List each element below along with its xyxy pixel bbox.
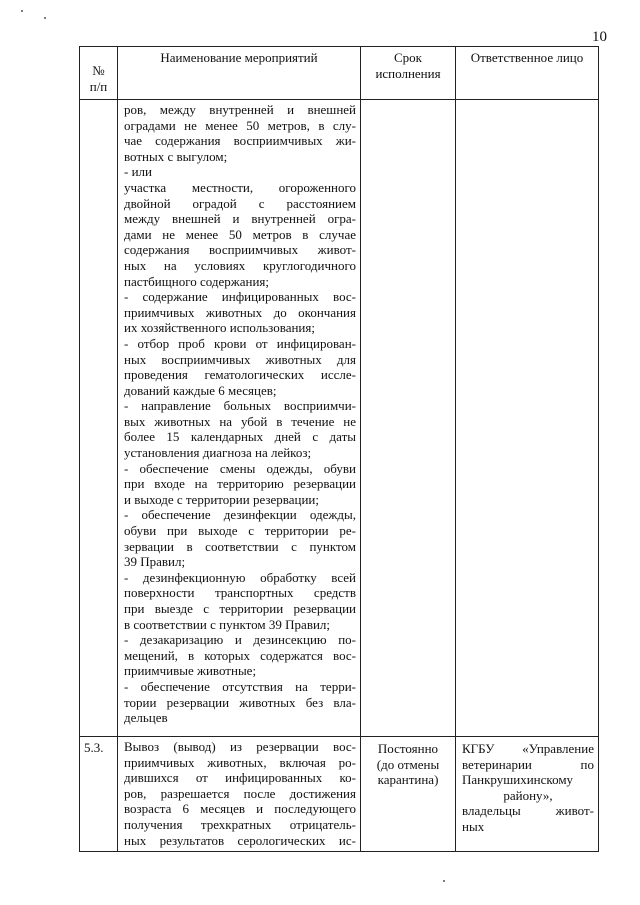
text-line: поверхности транспортных средств xyxy=(124,585,356,601)
text-line: - содержание инфицированных вос- xyxy=(124,289,356,305)
header-measure-name: Наименование мероприятий xyxy=(118,47,361,100)
text-line: обуви при выходе с территории ре- xyxy=(124,523,356,539)
text-line: дельцев xyxy=(124,710,168,726)
table-header-row xyxy=(80,47,599,100)
text-line: Панкрушихинскому xyxy=(462,772,574,788)
text-line: вых животных на убой в течение не xyxy=(124,413,356,429)
header-number: № п/п xyxy=(80,47,118,100)
text-line: возраста 6 месяцев и последующего xyxy=(124,801,356,817)
cell-term: Постоянно (до отмены карантина) xyxy=(361,737,456,852)
text-line: ров, между внутренней и внешней xyxy=(124,102,356,117)
text-line: владельцы живот- xyxy=(462,803,594,819)
header-term: Срок исполнения xyxy=(361,47,456,100)
text-line: их хозяйственного использования; xyxy=(124,320,315,336)
text-line: в соответствии с пунктом 39 Правил; xyxy=(124,616,331,632)
cell-responsible xyxy=(456,737,599,852)
text-line: мещений, в которых содержатся вос- xyxy=(124,647,356,663)
text-line: КГБУ «Управление xyxy=(462,741,594,756)
text-line: и выходе с территории резервации; xyxy=(124,491,319,507)
text-line: району», xyxy=(503,787,553,803)
text-line: чае содержания восприимчивых жи- xyxy=(124,133,356,149)
text-line: ных результатов серологических ис- xyxy=(124,832,356,848)
text-line: приимчивые животные; xyxy=(124,663,257,679)
cell-number xyxy=(80,100,118,737)
cell-term xyxy=(361,100,456,737)
table-row-5-3 xyxy=(80,737,599,852)
text-line: дами не менее 50 метров в случае xyxy=(124,226,356,242)
text-line: - дезинфекционную обработку всей xyxy=(124,569,356,585)
text-line: пастбищного содержания; xyxy=(124,273,270,289)
measures-table xyxy=(79,46,599,852)
text-line: установления диагноза на лейкоз; xyxy=(124,445,312,461)
text-line: - или xyxy=(124,164,152,180)
text-line: при входе на территорию резервации xyxy=(124,476,356,492)
text-line: участка местности, огороженного xyxy=(124,179,356,195)
text-line: содержания восприимчивых живот- xyxy=(124,242,356,258)
cell-measure-text xyxy=(118,737,361,852)
scan-speck xyxy=(44,17,46,19)
header-responsible: Ответственное лицо xyxy=(456,47,599,100)
text-line: - направление больных восприимчи- xyxy=(124,398,356,414)
text-line: дований каждые 6 месяцев; xyxy=(124,382,277,398)
text-line: дившихся от инфицированных ко- xyxy=(124,770,356,786)
text-line: ных восприимчивых животных для xyxy=(124,351,356,367)
text-line: - обеспечение смены одежды, обуви xyxy=(124,460,356,476)
cell-responsible xyxy=(456,100,599,737)
text-line: при выезде с территории резервации xyxy=(124,601,356,616)
text-line: между внешней и внутренней огра- xyxy=(124,211,356,227)
text-line: более 15 календарных дней с даты xyxy=(124,429,356,445)
text-line: ных на условиях круглогодичного xyxy=(124,257,356,273)
table-row-continuation xyxy=(80,100,599,737)
text-line: Вывоз (вывод) из резервации вос- xyxy=(124,739,356,754)
text-line: тории резервации животных без вла- xyxy=(124,694,356,710)
text-line: 39 Правил; xyxy=(124,554,186,570)
text-line: - отбор проб крови от инфицирован- xyxy=(124,335,356,351)
scan-speck xyxy=(443,880,445,882)
text-line: получения трехкратных отрицатель- xyxy=(124,816,356,832)
text-line: ветеринарии по xyxy=(462,756,594,772)
text-line: оградами не менее 50 метров, в слу- xyxy=(124,117,356,133)
text-line: приимчивых животных до окончания xyxy=(124,304,356,320)
text-line: - обеспечение дезинфекции одежды, xyxy=(124,507,356,523)
cell-number: 5.3. xyxy=(80,737,118,852)
cell-measure-text xyxy=(118,100,361,737)
text-line: проведения гематологических иссле- xyxy=(124,367,356,383)
scan-speck xyxy=(21,10,23,12)
text-line: вотных с выгулом; xyxy=(124,148,228,164)
text-line: приимчивых животных, включая ро- xyxy=(124,754,356,770)
text-line: - дезакаризацию и дезинсекцию по- xyxy=(124,632,356,648)
text-line: зервации в соответствии с пунктом xyxy=(124,538,356,554)
text-line: двойной оградой с расстоянием xyxy=(124,195,356,211)
text-line: - обеспечение отсутствия на терри- xyxy=(124,678,356,694)
text-line: ров, разрешается после достижения xyxy=(124,785,356,801)
text-line: ных xyxy=(462,818,485,834)
page-number: 10 xyxy=(592,29,607,45)
